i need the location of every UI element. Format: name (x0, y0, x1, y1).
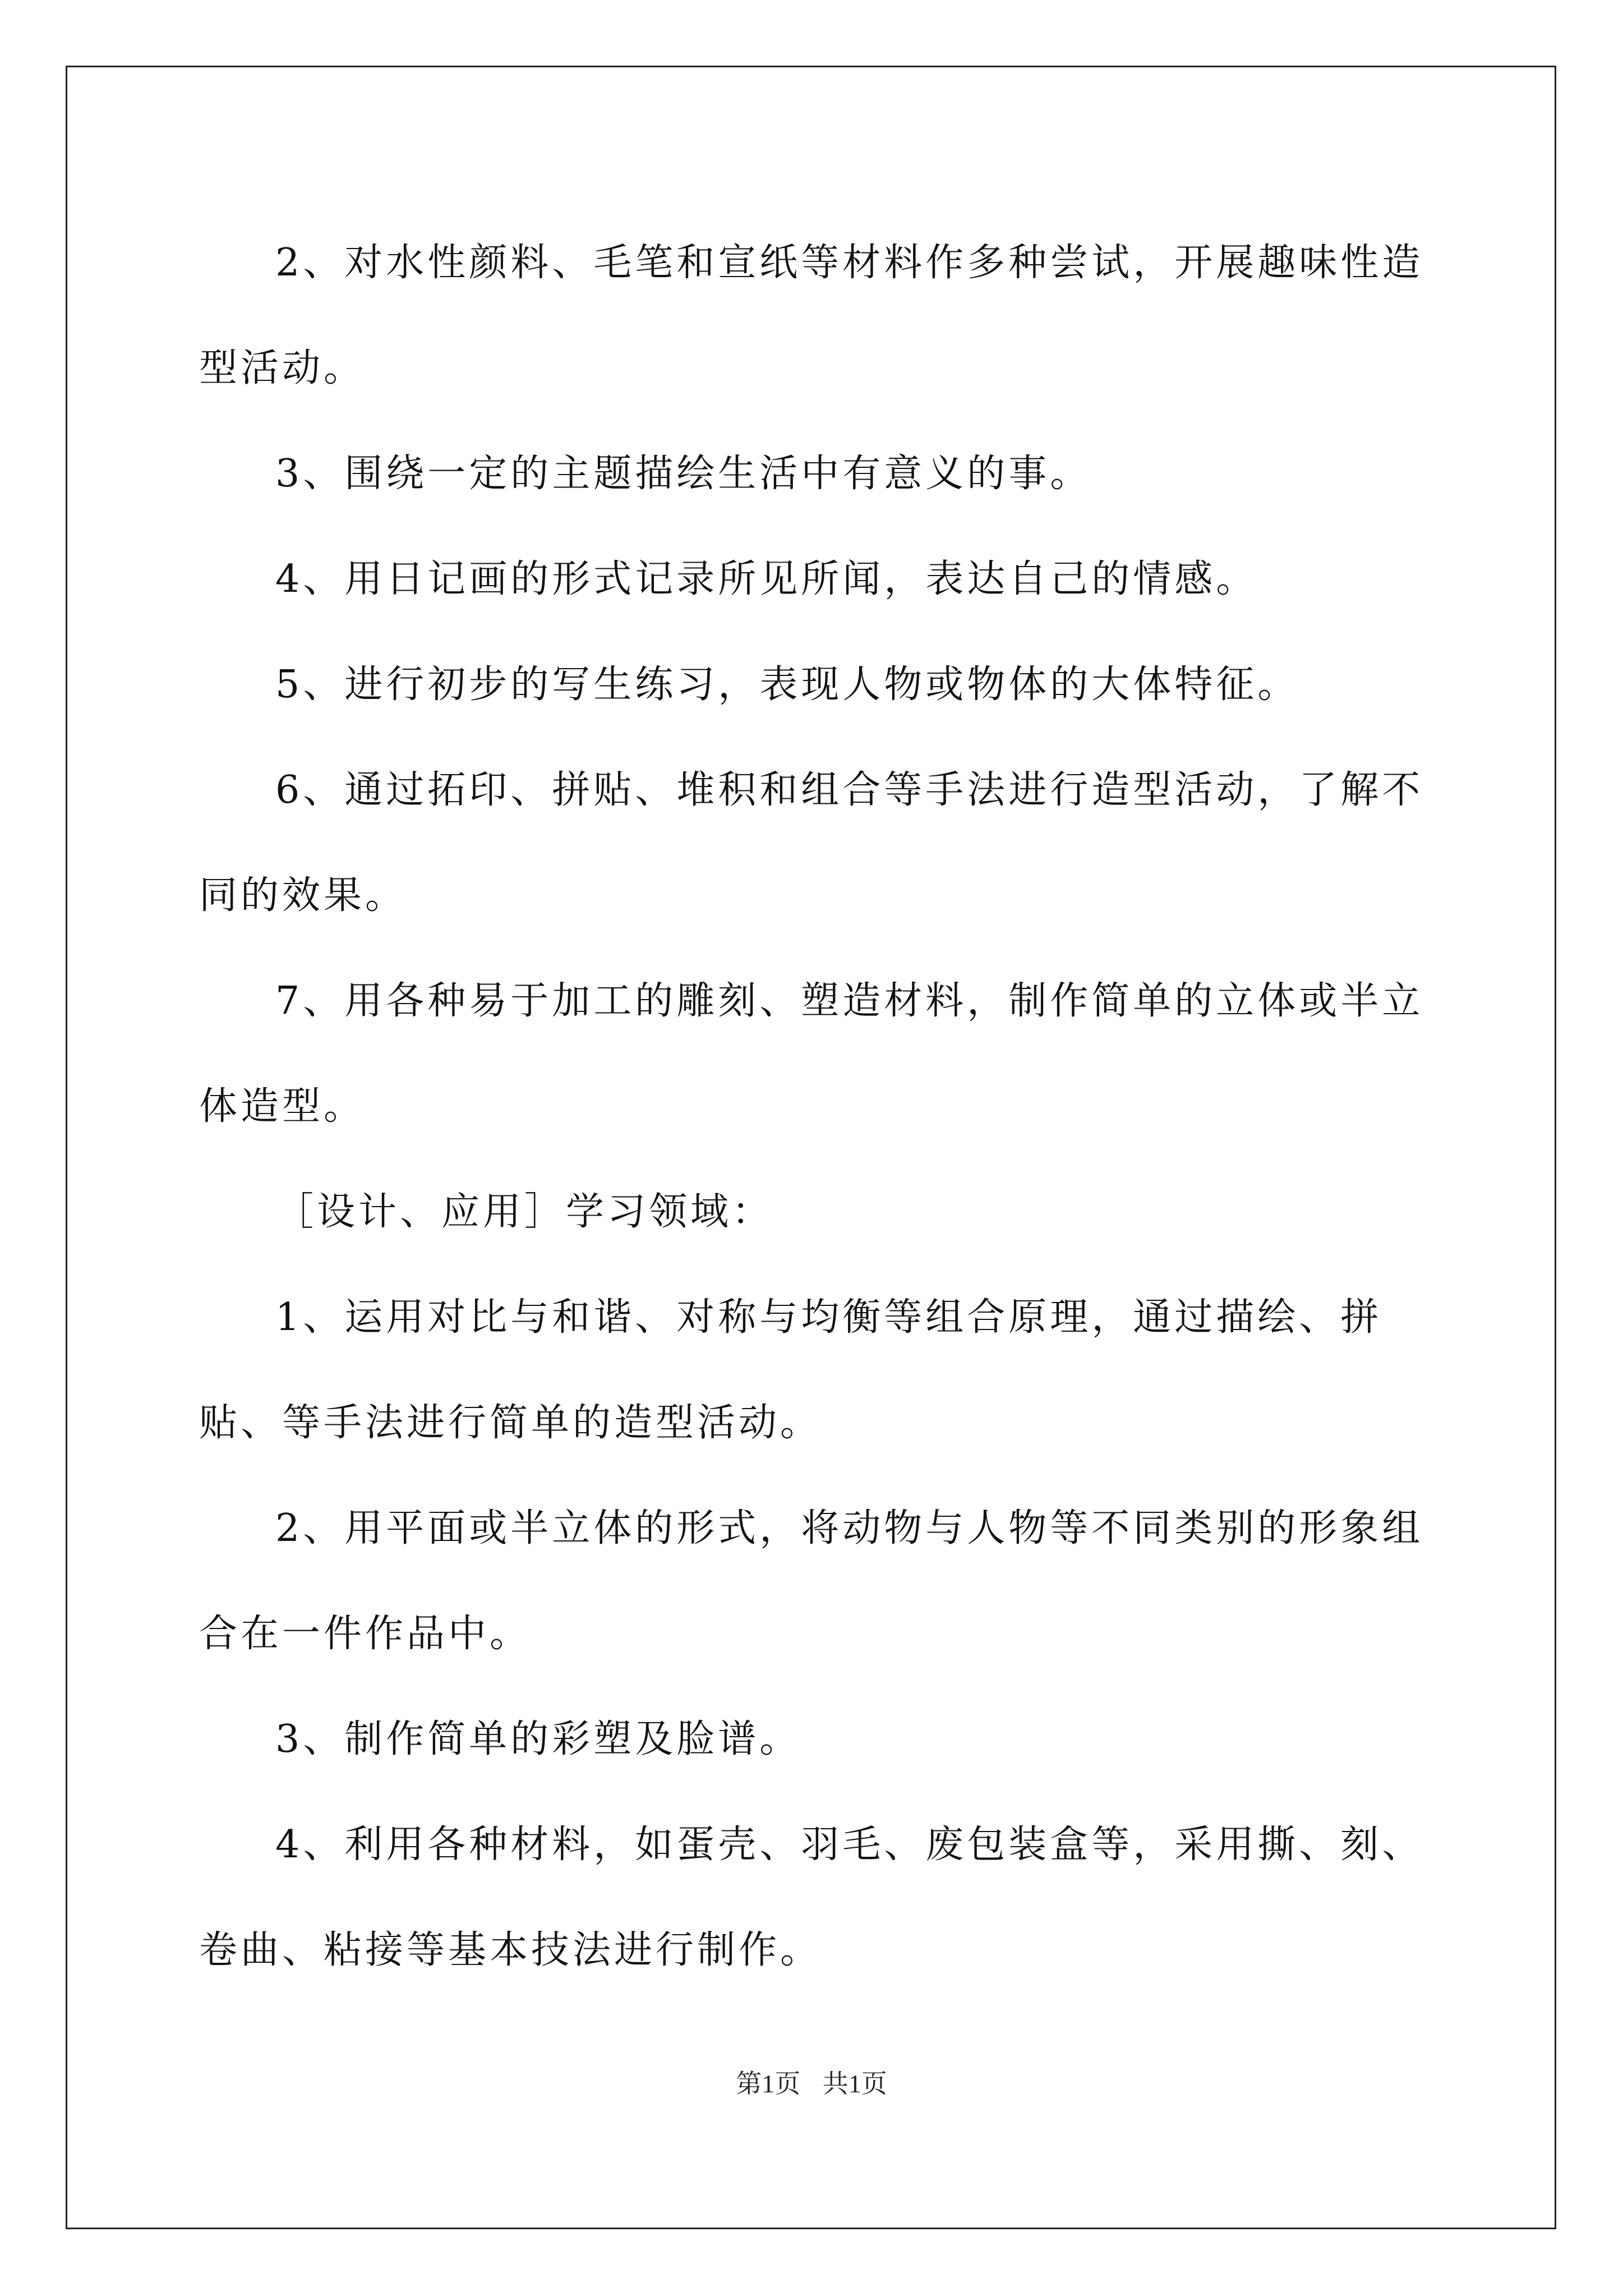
paragraph-item-3-theme: 3、围绕一定的主题描绘生活中有意义的事。 (275, 452, 1092, 496)
paragraph-item-2-plane: 2、用平面或半立体的形式，将动物与人物等不同类别的形象组合在一件作品中。 (199, 1506, 1424, 1656)
paragraph-item-5-sketch: 5、进行初步的写生练习，表现人物或物体的大体特征。 (275, 662, 1299, 707)
page-number: 第1页 (736, 2069, 801, 2098)
section-heading-design: ［设计、应用］学习领域： (275, 1190, 774, 1234)
page-footer (0, 2063, 1623, 2100)
paragraph-item-2-watercolor: 2、对水性颜料、毛笔和宣纸等材料作多种尝试，开展趣味性造型活动。 (199, 241, 1424, 390)
paragraph-item-3-mask: 3、制作简单的彩塑及脸谱。 (275, 1717, 801, 1761)
paragraph-item-4-diary: 4、用日记画的形式记录所见所闻，表达自己的情感。 (275, 557, 1258, 601)
page-total: 共1页 (822, 2069, 887, 2098)
paragraph-item-1-contrast: 1、运用对比与和谐、对称与均衡等组合原理，通过描绘、拼贴、等手法进行简单的造型活动。 (199, 1295, 1382, 1445)
document-body (199, 210, 1430, 2003)
paragraph-item-6-printing: 6、通过拓印、拼贴、堆积和组合等手法进行造型活动，了解不同的效果。 (199, 768, 1424, 918)
paragraph-item-7-carving: 7、用各种易于加工的雕刻、塑造材料，制作简单的立体或半立体造型。 (199, 979, 1424, 1129)
paragraph-item-4-materials: 4、利用各种材料，如蛋壳、羽毛、废包装盒等，采用撕、刻、卷曲、粘接等基本技法进行制作。 (199, 1823, 1424, 1972)
